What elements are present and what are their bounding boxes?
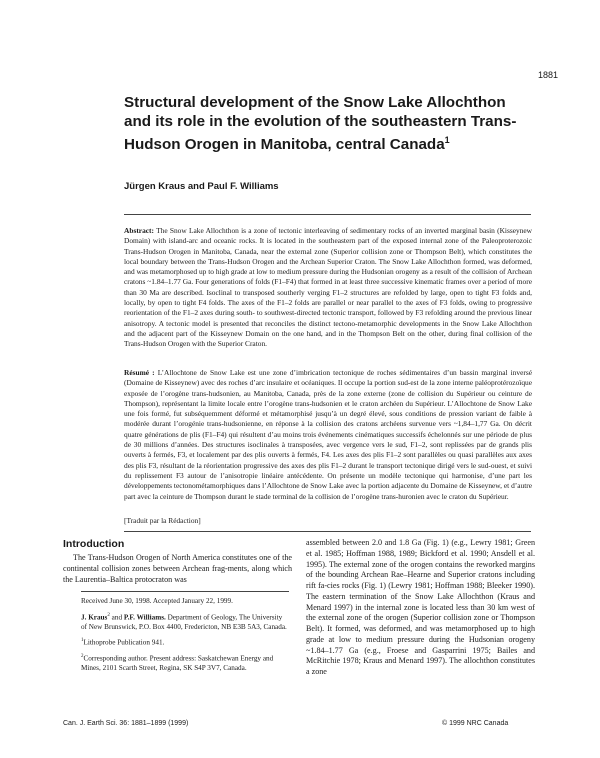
footnote-2-text: Corresponding author. Present address: Saskatchewan Energy and Mines, 2101 Scarth Street, Regina, SK S4P 3V7, Canada. xyxy=(81,654,274,673)
footnote-2 xyxy=(81,652,289,674)
translation-note: [Traduit par la Rédaction] xyxy=(124,516,201,525)
title-text: Structural development of the Snow Lake Allochthon and its role in the evolution of the southeastern Trans-Hudson Orogen in Manitoba, central Canada xyxy=(124,94,517,154)
footnote-2-mark: 2 xyxy=(81,654,84,660)
author-name-2: P.F. Williams. xyxy=(123,612,166,621)
author-line: Jürgen Kraus and Paul F. Williams xyxy=(124,181,279,192)
introduction-heading: Introduction xyxy=(63,538,125,550)
resume-text: L’Allochtone de Snow Lake est une zone d’imbrication tectonique de roches sédimentaires d’un bassin marginal inversé (Domaine de Kisseynew) avec des roches d’arc insulaire et océaniques. Il occupe la portion sud-est de la zone interne paléoprotérozoïque exposée de l’orogène trans-hudsonien, au Manitoba, Canada, près de la zone externe (zone de collision du Supérieur ou ceinture de Thompson), représentant la limite locale entre l’orogène trans-hudsonien et le craton archéen du Supérieur. L’Allochtone de Snow Lake une fois formé, fut subséquemment déformé et métamorphisé jusqu’à un degré élevé, sous conditions de pression variant de faible à modérée durant l’orogénie trans-hudsonienne, en réponse à la collision des cratons archéens survenue vers ~1,84–1,77 Ga. On décrit quatre générations de plis (F1–F4) qui résultent d’au moins trois événements cinématiques successifs échelonnés sur une période de plus de 30 millions d’années. Des structures isoclinales à transposées, avec vergence vers le sud, F1–2, sont replissées par de grands plis ouverts à fermés, F3, et localement par des plis ouverts à fermés, F4. Les axes des plis F1–2 sont parallèles ou quasi parallèles aux axes des plis F3, résultant de la réorientation progressive des axes des plis F1–2 durant le transport tectonique dirigé vers le sud-ouest, et suivi du replissement F3 autour de l’anisotropie linéaire antécédente. On présente un modèle tectonique qui harmonise, d’une part les développements tectonométamorphiques dans l’Allochtone de Snow Lake avec la portion adjacente du Domaine de Kisseynew, et d’autre part avec la ceinture de Thompson durant le stade terminal de la collision de l’orogène trans-huronien avec le craton du Supérieur. xyxy=(124,368,532,501)
article-title xyxy=(124,93,534,154)
footnote-1-mark: 1 xyxy=(81,638,84,644)
author-affiliation xyxy=(81,611,289,633)
article-notes xyxy=(81,597,289,678)
page-number: 1881 xyxy=(538,70,559,80)
author-note-mark: 2 xyxy=(107,612,110,618)
title-note-mark: 1 xyxy=(444,135,450,145)
footnote-1-text: Lithoprobe Publication 941. xyxy=(83,638,165,647)
top-divider xyxy=(124,214,531,215)
abstract-label: Abstract: xyxy=(124,226,154,235)
received-dates: Received June 30, 1998. Accepted January 22, 1999. xyxy=(81,597,233,605)
abstract xyxy=(124,226,532,350)
affiliation-text: Department of Geology, The University of New Brunswick, P.O. Box 4400, Fredericton, NB E3B 5A3, Canada. xyxy=(81,612,287,631)
author-and: and xyxy=(109,612,124,621)
resume xyxy=(124,368,532,502)
footer-citation: Can. J. Earth Sci. 36: 1881–1899 (1999) xyxy=(63,720,189,727)
footnote-1 xyxy=(81,636,289,648)
resume-label: Résumé : xyxy=(124,368,155,377)
author-name-1: J. Kraus xyxy=(81,612,108,621)
introduction-right-column: assembled between 2.0 and 1.8 Ga (Fig. 1) (e.g., Lewry 1981; Green et al. 1985; Hoffman 1988, 1989; Bickford et al. 1990; Ansdell et al. 1995). The external zone of the orogen contains the reworked margins of the bounding Archean Rae–Hearne and Superior cratons including rift fa-cies rocks (Fig. 1) (Lewry 1981; Hoffman 1988; Bleeker 1990). The eastern termination of the Snow Lake Allochthon (Kraus and Menard 1997) in the internal zone is located less than 30 km west of the external zone of the orogen (Superior collision zone or Thompson Belt). It formed, was deformed, and was metamorphosed up to high grade at low to medium pressure during the Hudsonian orogeny ~1.84–1.77 Ga (e.g., Froese and Gasparrini 1975; Bailes and McRitchie 1978; Kraus and Menard 1997). The allochthon constitutes a zone xyxy=(306,538,535,676)
footer-copyright: © 1999 NRC Canada xyxy=(442,720,509,727)
bottom-divider xyxy=(124,531,531,532)
introduction-left-column: The Trans-Hudson Orogen of North America constitutes one of the continental collision zones between Archean frag-ments, along which the Laurentia–Baltica protocraton was xyxy=(63,553,292,584)
notes-divider xyxy=(81,591,289,592)
abstract-text: The Snow Lake Allochthon is a zone of tectonic interleaving of sedimentary rocks of an inverted marginal basin (Kisseynew Domain) with island-arc and oceanic rocks. It is located in the southeastern part of the exposed internal zone of the Paleoproterozoic Trans-Hudson Orogen in Manitoba, Canada, near the external zone (Superior collision zone or Thompson Belt), which constitutes the local boundary between the Trans-Hudson Orogen and the Archean Superior Craton. The Snow Lake Allochthon formed, was deformed, and was metamorphosed up to high grade at low to medium pressure during the Hudsonian orogeny as a result of the collision of Archean cratons ~1.84–1.77 Ga. Four generations of folds (F1–F4) that formed in at least three successive kinematic frames over a period of more than 30 Ma are described. Isoclinal to transposed southerly verging F1–2 structures are refolded by large, open to tight F3 folds and, locally, by open to tight F4 folds. The axes of the F1–2 folds are parallel or near parallel to the axes of F3 folds, owing to progressive reorientation of the F1–2 axes during south- to southwest-directed tectonic transport, followed by F3 refolding around the previous linear anisotropy. A tectonic model is presented that reconciles the distinct tectono-metamorphic developments in the Snow Lake Allochthon and the adjacent part of the Kisseynew Domain on the one hand, and in the Thompson Belt on the other, during final collision of the Trans-Hudson Orogen with the Superior Craton. xyxy=(124,226,533,349)
